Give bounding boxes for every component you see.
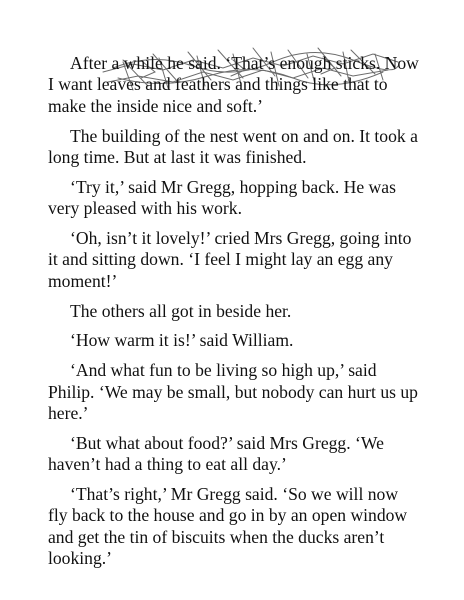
book-page bbox=[48, 53, 420, 578]
paragraph: ‘That’s right,’ Mr Gregg said. ‘So we will now fly back to the house and go in by an open window and get the tin of biscuits when the ducks aren’t looking.’ bbox=[48, 484, 408, 569]
page-text bbox=[48, 53, 420, 570]
paragraph: ‘Oh, isn’t it lovely!’ cried Mrs Gregg, going into it and sitting down. ‘I feel I might lay an egg any moment!’ bbox=[48, 228, 412, 291]
paragraph: After a while he said. ‘That’s enough sticks. Now I want leaves and feathers and things like that to make the inside nice and soft.’ bbox=[48, 53, 419, 116]
paragraph: The building of the nest went on and on. It took a long time. But at last it was finished. bbox=[48, 125, 418, 168]
paragraph: ‘How warm it is!’ said William. bbox=[70, 330, 294, 351]
paragraph: ‘And what fun to be living so high up,’ said Philip. ‘We may be small, but nobody can hurt us up here.’ bbox=[48, 360, 418, 424]
paragraph: The others all got in beside her. bbox=[70, 300, 292, 321]
paragraph: ‘Try it,’ said Mr Gregg, hopping back. He was very pleased with his work. bbox=[48, 176, 396, 219]
paragraph: ‘But what about food?’ said Mrs Gregg. ‘We haven’t had a thing to eat all day.’ bbox=[48, 432, 384, 475]
